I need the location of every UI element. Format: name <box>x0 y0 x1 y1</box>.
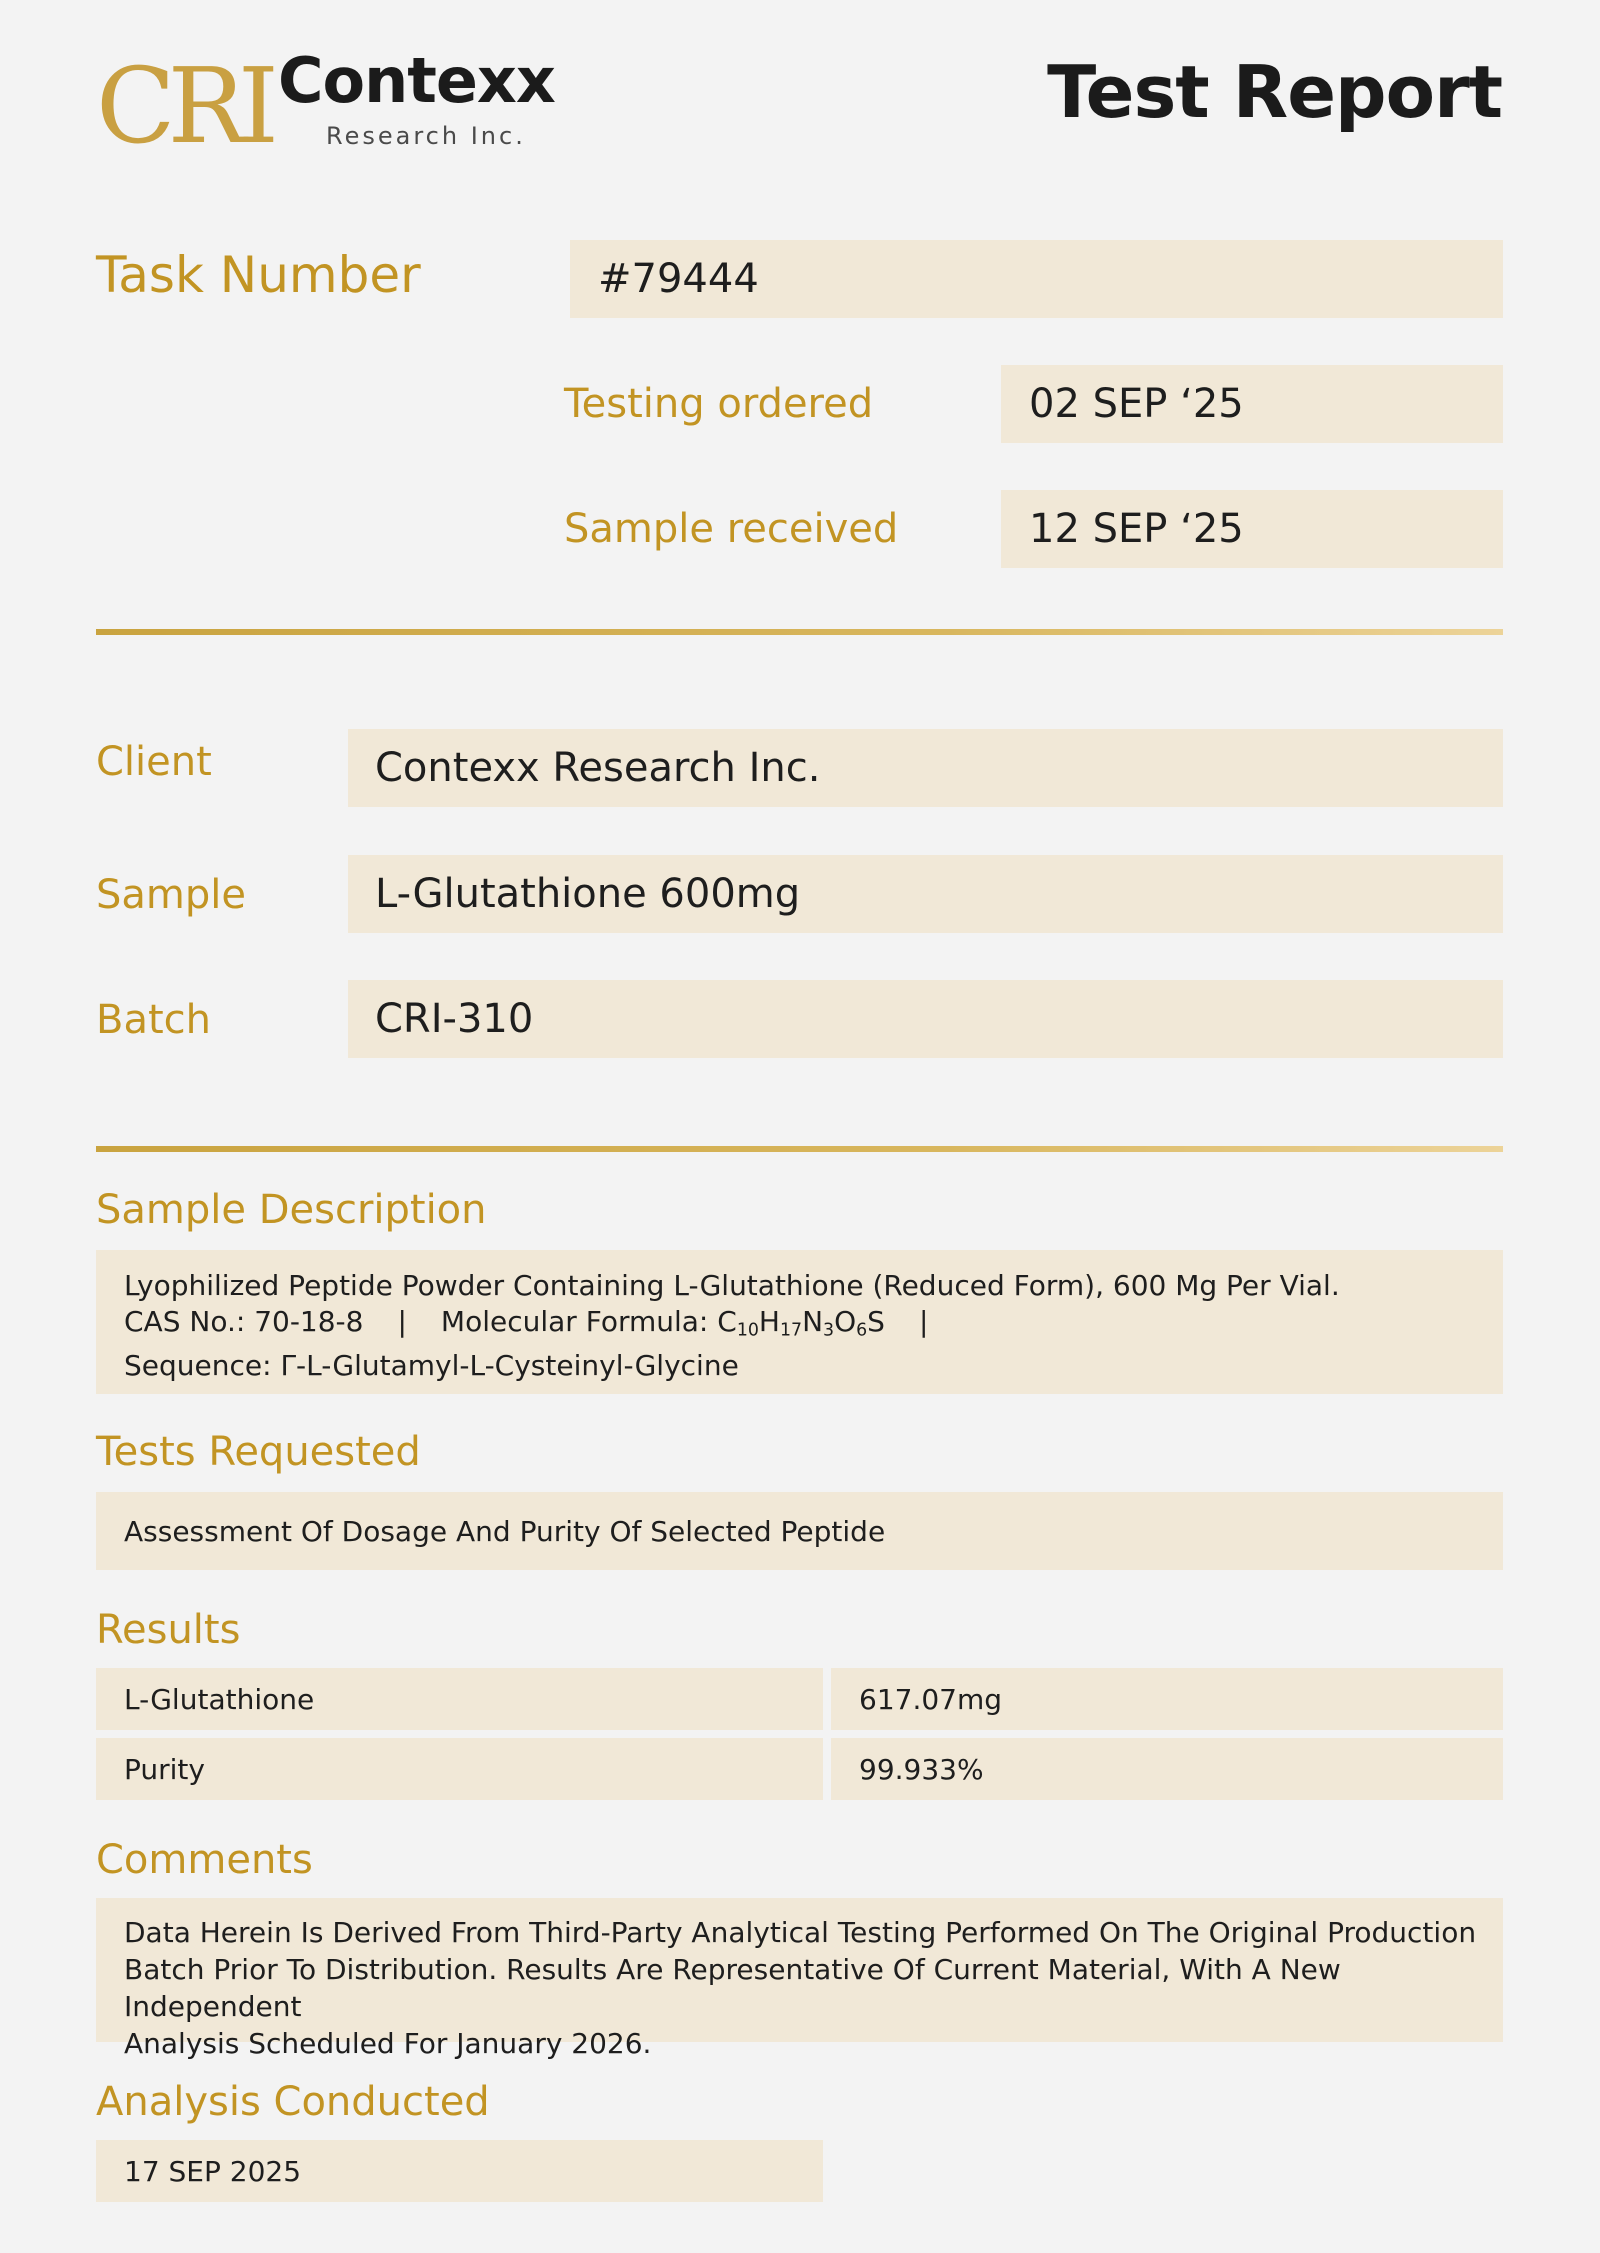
comments-title: Comments <box>96 1837 313 1883</box>
results-title: Results <box>96 1607 241 1653</box>
brand-subtitle: Research Inc. <box>326 122 526 150</box>
tests-requested-box: Assessment Of Dosage And Purity Of Selected Peptide <box>96 1492 1503 1570</box>
result-name-cell: Purity <box>96 1738 823 1800</box>
comment-line: Batch Prior To Distribution. Results Are Representative Of Current Material, With A New Independent <box>124 1953 1341 2023</box>
result-value-cell: 617.07mg <box>831 1668 1503 1730</box>
cas-number: CAS No.: 70-18-8 <box>124 1305 364 1338</box>
sample-description-box <box>96 1250 1503 1394</box>
divider-middle <box>96 1146 1503 1152</box>
batch-field: CRI-310 <box>348 980 1503 1058</box>
description-chem-line <box>124 1304 1503 1348</box>
tests-requested-title: Tests Requested <box>96 1429 421 1475</box>
logo-monogram <box>96 45 271 167</box>
testing-ordered-field: 02 SEP ‘25 <box>1001 365 1503 443</box>
batch-label: Batch <box>96 997 211 1043</box>
page-title: Test Report <box>1047 50 1502 134</box>
separator: | <box>918 1305 929 1338</box>
client-label: Client <box>96 739 212 785</box>
molecular-formula: $C_{10}H_{17}N_3O_6S$ <box>717 1305 885 1341</box>
description-line: Lyophilized Peptide Powder Containing L-Glutathione (Reduced Form), 600 Mg Per Vial. <box>124 1269 1340 1302</box>
analysis-conducted-title: Analysis Conducted <box>96 2079 490 2125</box>
sample-label: Sample <box>96 872 246 918</box>
sample-description-title: Sample Description <box>96 1187 487 1233</box>
divider-top <box>96 629 1503 635</box>
sample-received-label: Sample received <box>564 506 899 552</box>
client-field: Contexx Research Inc. <box>348 729 1503 807</box>
task-number-label: Task Number <box>96 246 421 304</box>
sequence-line: Sequence: Γ-L-Glutamyl-L-Cysteinyl-Glycine <box>124 1349 739 1383</box>
comments-box <box>96 1898 1503 2060</box>
sample-field: L-Glutathione 600mg <box>348 855 1503 933</box>
testing-ordered-label: Testing ordered <box>564 381 874 427</box>
task-number-field: #79444 <box>570 240 1503 318</box>
result-value-cell: 99.933% <box>831 1738 1503 1800</box>
analysis-conducted-field: 17 SEP 2025 <box>96 2140 823 2202</box>
logo-monogram-text: CRI <box>96 45 271 167</box>
comment-line: Analysis Scheduled For January 2026. <box>124 2027 652 2060</box>
separator: | <box>397 1305 407 1338</box>
formula-label: Molecular Formula: <box>440 1305 709 1338</box>
result-name-cell: L-Glutathione <box>96 1668 823 1730</box>
sample-received-field: 12 SEP ‘25 <box>1001 490 1503 568</box>
brand-name: Contexx <box>278 44 555 117</box>
comment-line: Data Herein Is Derived From Third-Party Analytical Testing Performed On The Original Production <box>124 1916 1477 1949</box>
